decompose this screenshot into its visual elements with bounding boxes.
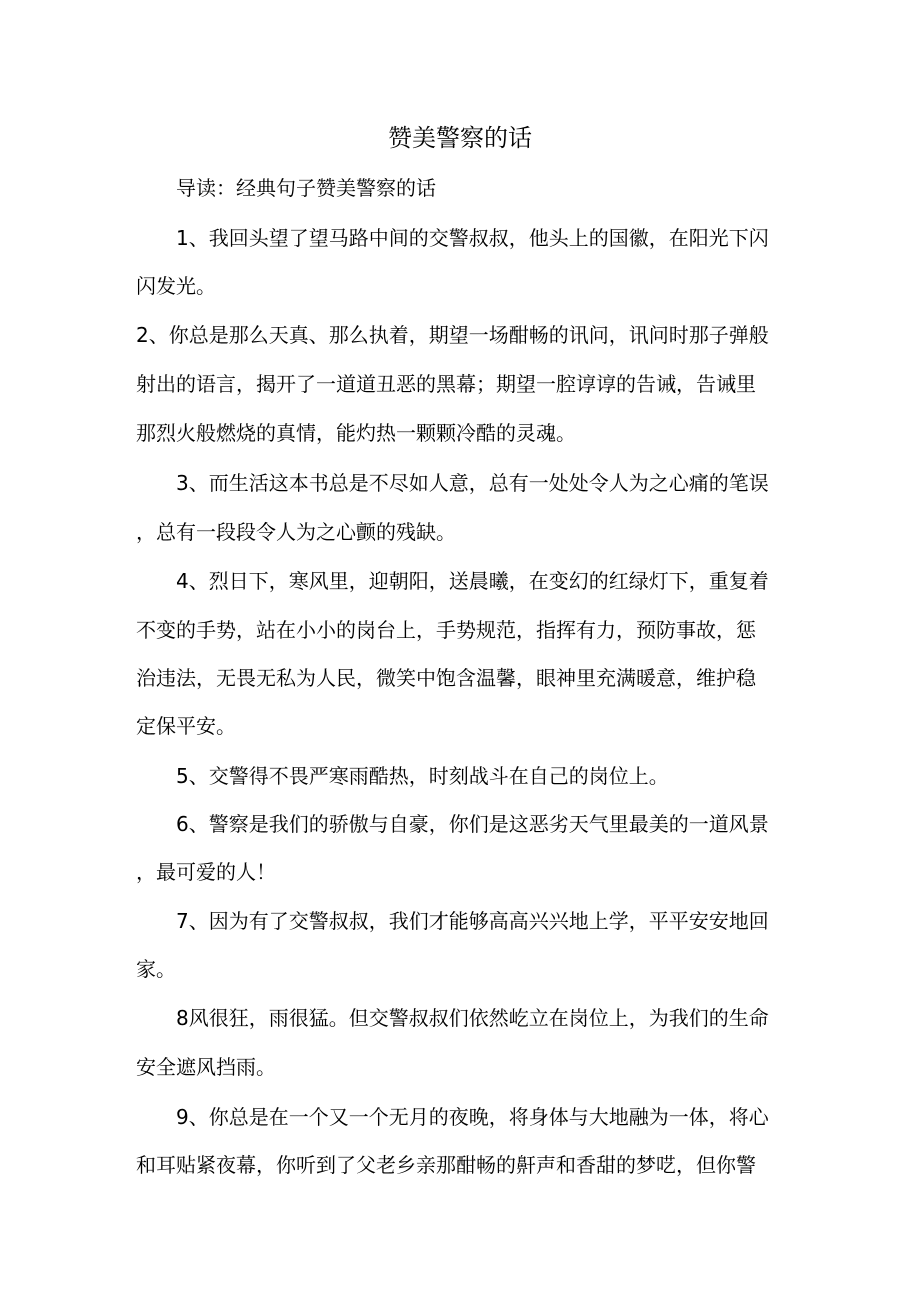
intro-line: 导读：经典句子赞美警察的话 [176,176,436,200]
paragraph-3-line-1: 3、而生活这本书总是不尽如人意，总有一处处令人为之心痛的笔误 [176,471,769,495]
paragraph-4-line-3: 治违法，无畏无私为人民，微笑中饱含温馨，眼神里充满暖意，维护稳 [136,666,756,690]
paragraph-6-line-2: ，最可爱的人！ [136,860,276,884]
paragraph-5-line-1: 5、交警得不畏严寒雨酷热，时刻战斗在自己的岗位上。 [176,764,669,788]
paragraph-1-line-2: 闪发光。 [136,274,216,298]
paragraph-4-line-1: 4、烈日下，寒风里，迎朝阳，送晨曦，在变幻的红绿灯下，重复着 [176,569,769,593]
paragraph-9-line-1: 9、你总是在一个又一个无月的夜晚，将身体与大地融为一体，将心 [176,1105,769,1129]
paragraph-9-line-2: 和耳贴紧夜幕，你听到了父老乡亲那酣畅的鼾声和香甜的梦呓，但你警 [136,1153,756,1177]
paragraph-3-line-2: ，总有一段段令人为之心颤的残缺。 [136,520,456,544]
paragraph-1-line-1: 1、我回头望了望马路中间的交警叔叔，他头上的国徽，在阳光下闪 [176,226,769,250]
paragraph-7-line-2: 家。 [136,957,176,981]
paragraph-2-line-1: 2、你总是那么天真、那么执着，期望一场酣畅的讯问，讯问时那子弹般 [136,323,769,347]
paragraph-7-line-1: 7、因为有了交警叔叔，我们才能够高高兴兴地上学，平平安安地回 [176,909,769,933]
paragraph-8-line-1: 8风很狂，雨很猛。但交警叔叔们依然屹立在岗位上，为我们的生命 [176,1006,769,1030]
paragraph-2-line-3: 那烈火般燃烧的真情，能灼热一颗颗冷酷的灵魂。 [136,421,576,445]
paragraph-8-line-2: 安全遮风挡雨。 [136,1055,276,1079]
paragraph-4-line-4: 定保平安。 [136,714,236,738]
paragraph-2-line-2: 射出的语言，揭开了一道道丑恶的黑幕；期望一腔谆谆的告诫，告诫里 [136,372,756,396]
paragraph-4-line-2: 不变的手势，站在小小的岗台上，手势规范，指挥有力，预防事故，惩 [136,618,756,642]
paragraph-6-line-1: 6、警察是我们的骄傲与自豪，你们是这恶劣天气里最美的一道风景 [176,812,769,836]
document-title: 赞美警察的话 [388,124,532,152]
